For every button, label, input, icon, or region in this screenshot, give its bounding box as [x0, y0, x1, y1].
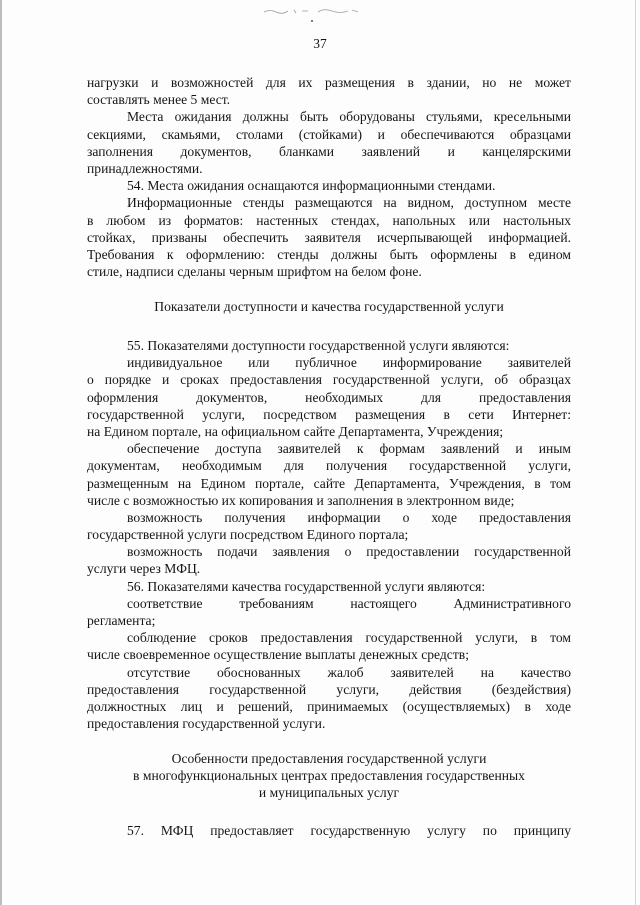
text-line: 54. Места ожидания оснащаются информационными стендами.	[127, 178, 496, 194]
text-line: стиле, надписи сделаны черным шрифтом на белом фоне.	[87, 264, 422, 280]
text-line: должностных лиц и решений, принимаемых (осуществляемых) в ходе	[87, 698, 571, 714]
text-line: Требования к оформлению: стенды должны быть оформлены в едином	[87, 246, 571, 262]
scan-edge-left	[0, 0, 2, 905]
scan-artifact-mark	[262, 4, 362, 26]
heading-accessibility-quality: Показатели доступности и качества государственной услуги	[154, 299, 504, 314]
text-line: государственной услуги, посредством размещения в сети Интернет:	[87, 406, 571, 422]
heading-mfc-line-2: в многофункциональных центрах предоставления государственных	[133, 768, 525, 784]
text-line: стойках, призваны обеспечить заявителя исчерпывающей информацией.	[87, 229, 571, 245]
heading-mfc-line-1: Особенности предоставления государственной услуги	[171, 751, 487, 766]
text-line: 57. МФЦ предоставляет государственную услугу по принципу	[127, 823, 571, 838]
body-section-top	[87, 74, 571, 280]
text-line: возможность подачи заявления о предоставлении государственной	[127, 544, 571, 560]
text-line: на Едином портале, на официальном сайте Департамента, Учреждения;	[87, 423, 504, 439]
scan-edge-right	[635, 0, 636, 905]
text-line: 55. Показателями доступности государственной услуги являются:	[127, 338, 510, 353]
text-line: соответствие требованиям настоящего Административного	[127, 595, 571, 611]
text-line: числе своевременное осуществление выплаты денежных средств;	[87, 647, 469, 663]
text-line: оформления документов, необходимых для предоставления	[87, 389, 571, 405]
text-line: соблюдение сроков предоставления государственной услуги, в том	[127, 630, 571, 646]
text-line: обеспечение доступа заявителей к формам заявлений и иным	[127, 441, 571, 457]
text-line: Информационные стенды размещаются на видном, доступном месте	[127, 195, 571, 211]
text-line: предоставления государственной услуги.	[87, 716, 326, 732]
text-line: нагрузки и возможностей для их размещения в здании, но не может	[87, 75, 571, 90]
section-heading-mfc	[87, 750, 571, 802]
text-line: предоставления государственной услуги, действия (бездействия)	[87, 681, 571, 697]
text-line: индивидуальное или публичное информирование заявителей	[127, 355, 571, 371]
text-line: государственной услуги посредством Единого портала;	[87, 527, 409, 543]
text-line: возможность получения информации о ходе предоставления	[127, 509, 571, 525]
body-section-mfc	[87, 822, 571, 839]
text-line: заполнения документов, бланками заявлений и канцелярскими	[87, 143, 571, 159]
heading-mfc-line-3: и муниципальных услуг	[258, 785, 400, 801]
body-section-indicators	[87, 337, 571, 732]
text-line: отсутствие обоснованных жалоб заявителей на качество	[127, 664, 571, 680]
text-line: в любом из форматов: настенных стендах, напольных или настольных	[87, 212, 571, 228]
text-line: 56. Показателями качества государственной услуги являются:	[127, 578, 486, 594]
text-line: размещенным на Едином портале, сайте Департамента, Учреждения, в том	[87, 475, 571, 491]
text-line: секциями, скамьями, столами (стойками) и обеспечиваются образцами	[87, 126, 571, 142]
text-line: принадлежностями.	[87, 160, 203, 176]
text-line: числе с возможностью их копирования и заполнения в электронном виде;	[87, 492, 515, 508]
page-number: 37	[313, 36, 327, 51]
section-heading-accessibility	[87, 298, 571, 315]
text-line: Места ожидания должны быть оборудованы стульями, кресельными	[127, 109, 571, 125]
text-line: услуги через МФЦ.	[87, 561, 201, 577]
text-line: регламента;	[87, 613, 156, 628]
text-line: о порядке и сроках предоставления государственной услуги, об образцах	[87, 372, 571, 388]
text-line: документам, необходимым для получения государственной услуги,	[87, 458, 571, 474]
text-line: составлять менее 5 мест.	[87, 92, 231, 108]
